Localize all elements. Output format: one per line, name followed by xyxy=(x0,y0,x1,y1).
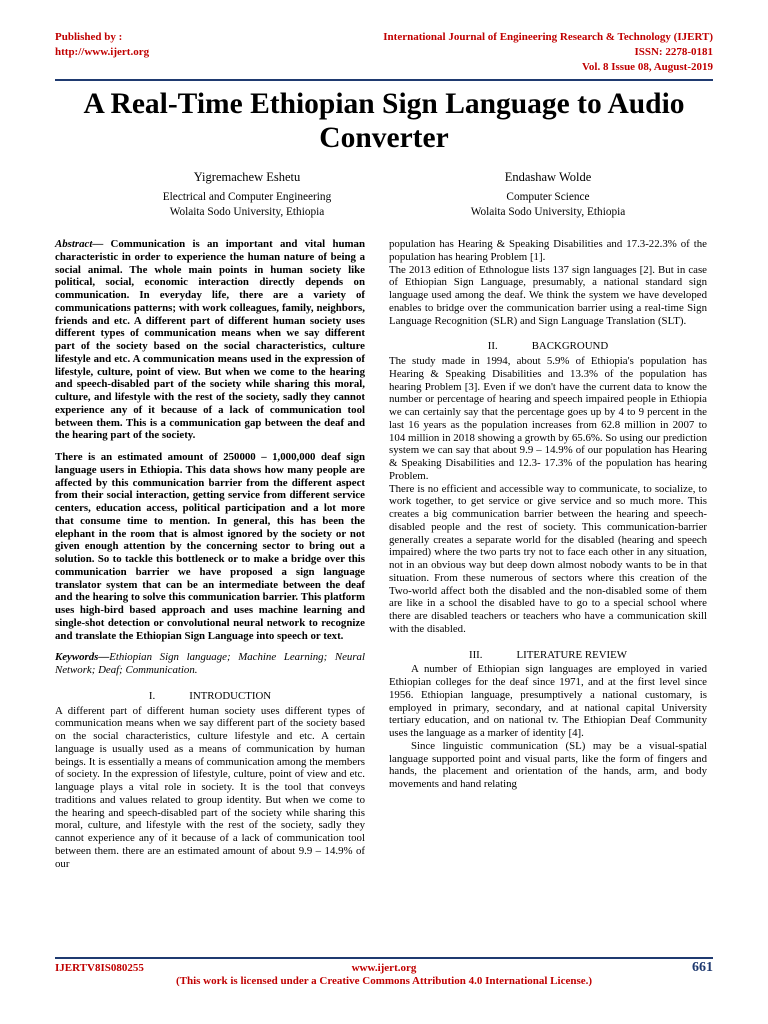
section-title: INTRODUCTION xyxy=(189,689,272,702)
keywords-paragraph xyxy=(55,651,365,677)
footer-center xyxy=(55,962,713,988)
section-number: III. xyxy=(468,648,483,661)
introduction-continued-paragraph: population has Hearing & Speaking Disabilities and 17.3-22.3% of the population has hearing Problem [1]. xyxy=(389,238,707,263)
keywords-label: Keywords xyxy=(55,651,99,664)
keywords-dash: — xyxy=(98,651,110,664)
background-paragraph-2: There is no efficient and accessible way to communicate, to socialize, to work together, to get service or give service and so much more. This creates a big communication barrier between the hearing and speech-disabled people and the rest of society. This communication-barrier generally creates a separate world for the disabled (hearing and speech impaired) where the two parts try not to face each other in any situation, not in an obvious way but deep down almost nobody wants to be in that situation. From these numerous of sectors where this creation of the Two-world affect both the disabled and the non-disabled some of them are like in a school the disabled have to go to a special school where there are disabled teachers or teachers who have a communication skill with the disabled. xyxy=(389,482,707,635)
author-name: Endashaw Wolde xyxy=(504,170,592,184)
section-heading-background xyxy=(389,340,707,353)
section-title: LITERATURE REVIEW xyxy=(516,648,628,661)
author-affiliation: Wolaita Sodo University, Ethiopia xyxy=(470,206,626,218)
literature-paragraph-1: A number of Ethiopian sign languages are employed in varied Ethiopian colleges for the deaf since 1971, and at the first level since 1956. Ethiopian language, presumptively a national customary, is employed in primary, secondary, and at national capital University tertiary education, and on national tv. The Ethiopian Deaf Community uses the language as a marker of identity [4]. xyxy=(389,663,707,739)
paper-title: A Real-Time Ethiopian Sign Language to Audio Converter xyxy=(83,88,685,154)
journal-name: International Journal of Engineering Research & Technology (IJERT) xyxy=(383,31,713,43)
abstract-label: Abstract xyxy=(55,238,93,250)
header-divider xyxy=(55,79,713,81)
author-department: Computer Science xyxy=(506,191,590,203)
introduction-paragraph: A different part of different human society uses different types of communication means when we say different part of the society based on the social characteristics, culture lifestyle and etc. A certain language is usually used as a means of communication by human beings. It is essentially a means of communication among the members of society. In the expression of lifestyle, culture, point of view and etc. language plays a vital role in society. It is the tool that conveys traditions and values related to group identity. But when we come to the hearing and speech-disabled part of the society while sharing this moral, culture, and lifestyle with the rest of the society, sadly they cannot experience any of it because of a lack of communication tool between them. there are an estimated amount of about 9.9 – 14.9% of our xyxy=(55,704,365,870)
journal-issn: ISSN: 2278-0181 xyxy=(634,46,713,58)
left-column xyxy=(55,238,365,870)
literature-paragraph-2: Since linguistic communication (SL) may be a visual-spatial language supported point and visual parts, like the form of fingers and hands, the placement and orientation of the hands, arm, and body movements and hand relating xyxy=(389,739,707,790)
published-by-label: Published by : xyxy=(55,31,123,43)
footer-license: (This work is licensed under a Creative Commons Attribution 4.0 International License.) xyxy=(175,975,593,987)
abstract-paragraph xyxy=(55,238,365,442)
section-number: I. xyxy=(148,689,156,702)
right-column xyxy=(389,238,707,791)
abstract-dash: — xyxy=(92,238,111,250)
publisher-website-link[interactable]: http://www.ijert.org xyxy=(55,46,150,58)
page-number: 661 xyxy=(692,960,713,975)
header-publisher xyxy=(55,30,149,60)
background-paragraph-1: The study made in 1994, about 5.9% of Ethiopia's population has Hearing & Speaking Disabilities and 13.3% of the population has hearing Problem [3]. Even if we don't have the current data to know the number or percentage of hearing and speech impaired people in Ethiopia we can certainly say that the percentage goes up by 4 to 9 percent in the last 16 years as the population increases from 62.8 million in 2007 to 104 million in 2018 showing a growth by 65.6%. So using our prediction system we can say that about 9.9 – 14.9% of our population has Hearing & Speaking Disabilities and 12.3- 17.3% of the population has hearing Problem. xyxy=(389,355,707,482)
abstract-text: Communication is an important and vital human characteristic in order to experience the human nature of being a social animal. The whole main points in human society like political, social, economic interaction directly depends on communication. In everyday life, there are a variety of communications patterns; with work colleagues, family, neighbors, friends and etc. A different part of different human society uses different types of communication means when we say different part of the society based on the social characteristics, culture lifestyle and etc. A communication means used in the expression of lifestyle, culture, point of view. But when we come to the hearing and speech-disabled part of the society while sharing this moral, culture, and lifestyle with the rest of the society, sadly they cannot experience any of it because of a lack of communication tool between them. This is a communication gap between the deaf and the hearing part of the society. xyxy=(55,238,365,442)
author-block-1 xyxy=(117,170,377,220)
abstract-paragraph-2: There is an estimated amount of 250000 – 1,000,000 deaf sign language users in Ethiopia. This data shows how many people are affected by this communication barrier from the different aspect from their social interaction, getting service from different service centers, education access, political participation and a lot more that consume time to mention. In general, this has been the elephant in the room that is almost ignored by the society or not given enough attention by the concerning sector to bring out a solution. So to tackle this bottleneck or to make a bridge over this communication barrier we have proposed a sign language translator system that can be an intermediate between the deaf and the hearing to solve this communication barrier. This platform uses high-bird based approach and uses machine learning and single-shot detection or convolutional neural network to recognize and translate the Ethiopian Sign Language into speech or text. xyxy=(55,451,365,642)
journal-volume: Vol. 8 Issue 08, August-2019 xyxy=(581,61,713,73)
author-name: Yigremachew Eshetu xyxy=(193,170,301,184)
author-department: Electrical and Computer Engineering xyxy=(162,191,332,203)
section-heading-literature-review xyxy=(389,649,707,662)
author-block-2 xyxy=(418,170,678,220)
author-affiliation: Wolaita Sodo University, Ethiopia xyxy=(169,206,325,218)
section-number: II. xyxy=(487,340,498,353)
section-heading-introduction xyxy=(55,690,365,703)
footer-website-link[interactable]: www.ijert.org xyxy=(351,962,417,974)
header-journal xyxy=(383,30,713,75)
footer-paper-id: IJERTV8IS080255 xyxy=(55,962,144,974)
footer-divider xyxy=(55,957,713,959)
section-title: BACKGROUND xyxy=(531,340,609,353)
introduction-paragraph-2: The 2013 edition of Ethnologue lists 137 sign languages [2]. But in case of Ethiopian Sign Language, presumably, a national standard sign language used among the deaf. We think the system we have developed enables to bridge over the communication barrier using a real-time Sign Language Recognition (SLR) and Sign Language Translation (SLT). xyxy=(389,263,707,327)
keywords-text: Ethiopian Sign language; Machine Learning; Neural Network; Deaf; Communication. xyxy=(55,651,365,676)
